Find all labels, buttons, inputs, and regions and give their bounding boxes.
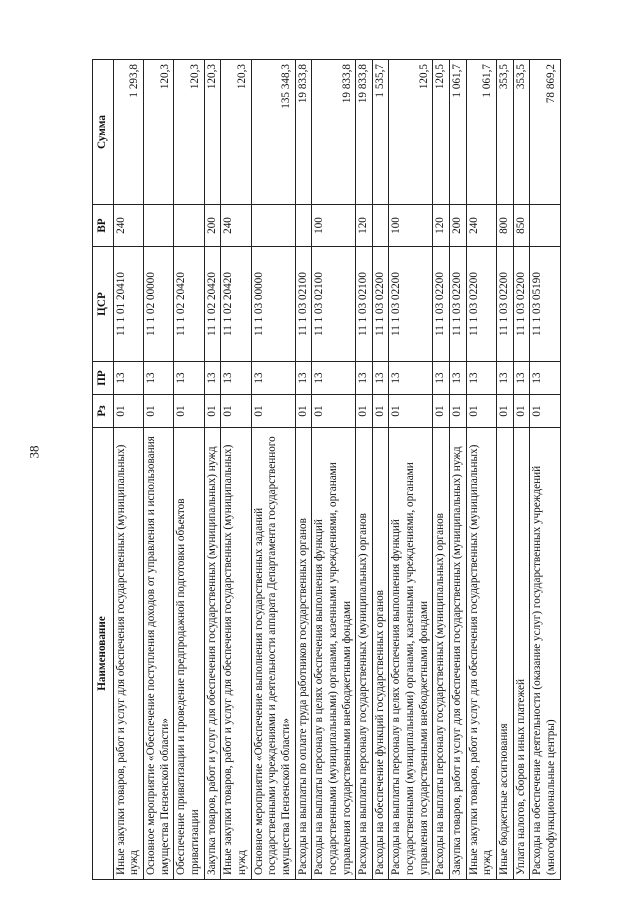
cell-csr: 11 1 02 00000 (143, 247, 173, 362)
cell-vr: 200 (204, 205, 221, 247)
cell-vr: 240 (221, 205, 251, 247)
cell-sum: 19 833,8 (312, 60, 356, 205)
cell-rz: 01 (450, 395, 467, 428)
table-row (530, 60, 560, 880)
cell-rz: 01 (433, 395, 450, 428)
cell-vr: 100 (312, 205, 356, 247)
cell-csr: 11 1 03 02100 (312, 247, 356, 362)
cell-csr: 11 1 03 00000 (251, 247, 295, 362)
cell-csr: 11 1 02 20420 (221, 247, 251, 362)
cell-csr: 11 1 02 20420 (204, 247, 221, 362)
cell-pr: 13 (466, 362, 496, 395)
cell-csr: 11 1 03 02100 (356, 247, 373, 362)
cell-name: Основное мероприятие «Обеспечение выполнения государственных заданий государственными учреждениями и деятельности аппарата Департамента государственного имущества Пензенской области» (251, 428, 295, 880)
table-row (221, 60, 251, 880)
cell-rz: 01 (356, 395, 373, 428)
table-row (295, 60, 312, 880)
cell-sum: 1 293,8 (113, 60, 143, 205)
header-vr: ВР (93, 205, 114, 247)
cell-csr: 11 1 03 02100 (295, 247, 312, 362)
table-row (174, 60, 204, 880)
cell-sum: 120,3 (174, 60, 204, 205)
cell-sum: 353,5 (513, 60, 530, 205)
cell-sum: 78 869,2 (530, 60, 560, 205)
page-number: 38 (26, 445, 42, 459)
cell-csr: 11 1 03 02200 (466, 247, 496, 362)
cell-pr: 13 (113, 362, 143, 395)
table-row (143, 60, 173, 880)
table-row (497, 60, 514, 880)
cell-rz: 01 (530, 395, 560, 428)
cell-name: Расходы на обеспечение деятельности (оказание услуг) государственных учреждений (многофункциональные центры) (530, 428, 560, 880)
cell-vr (174, 205, 204, 247)
cell-pr: 13 (356, 362, 373, 395)
budget-table (92, 59, 561, 880)
cell-rz: 01 (251, 395, 295, 428)
cell-vr: 120 (356, 205, 373, 247)
cell-pr: 13 (295, 362, 312, 395)
cell-name: Расходы на выплаты персоналу государственных (муниципальных) органов (433, 428, 450, 880)
cell-vr: 240 (466, 205, 496, 247)
table-row (450, 60, 467, 880)
cell-name: Расходы на выплаты персоналу государственных (муниципальных) органов (356, 428, 373, 880)
cell-vr (295, 205, 312, 247)
cell-rz: 01 (295, 395, 312, 428)
cell-vr: 850 (513, 205, 530, 247)
header-name: Наименование (93, 428, 114, 880)
cell-pr: 13 (497, 362, 514, 395)
cell-sum: 19 833,8 (295, 60, 312, 205)
cell-pr: 13 (221, 362, 251, 395)
cell-pr: 13 (174, 362, 204, 395)
table-row (389, 60, 433, 880)
table-header-row (93, 60, 114, 880)
cell-pr: 13 (251, 362, 295, 395)
cell-rz: 01 (497, 395, 514, 428)
cell-vr: 200 (450, 205, 467, 247)
header-sum: Сумма (93, 60, 114, 205)
cell-name: Закупка товаров, работ и услуг для обеспечения государственных (муниципальных) нужд (204, 428, 221, 880)
cell-pr: 13 (143, 362, 173, 395)
header-pr: ПР (93, 362, 114, 395)
cell-vr: 120 (433, 205, 450, 247)
cell-csr: 11 1 03 02200 (450, 247, 467, 362)
cell-sum: 135 348,3 (251, 60, 295, 205)
cell-rz: 01 (221, 395, 251, 428)
table-row (204, 60, 221, 880)
cell-sum: 120,3 (204, 60, 221, 205)
cell-name: Обеспечение приватизации и проведение предпродажной подготовки объектов приватизации (174, 428, 204, 880)
cell-name: Иные закупки товаров, работ и услуг для обеспечения государственных (муниципальных) нужд (466, 428, 496, 880)
cell-sum: 1 061,7 (466, 60, 496, 205)
cell-csr: 11 1 03 05190 (530, 247, 560, 362)
cell-name: Уплата налогов, сборов и иных платежей (513, 428, 530, 880)
cell-rz: 01 (389, 395, 433, 428)
cell-name: Расходы на выплаты персоналу в целях обеспечения выполнения функций государственными (муниципальными) органами, казенными учреждениями, органами управления государственными внебюджетными фондами (389, 428, 433, 880)
cell-pr: 13 (389, 362, 433, 395)
cell-sum: 353,5 (497, 60, 514, 205)
cell-csr: 11 1 03 02200 (497, 247, 514, 362)
table-row (466, 60, 496, 880)
cell-pr: 13 (372, 362, 389, 395)
cell-pr: 13 (312, 362, 356, 395)
cell-csr: 11 1 03 02200 (433, 247, 450, 362)
cell-sum: 120,5 (433, 60, 450, 205)
header-rz: Рз (93, 395, 114, 428)
cell-pr: 13 (204, 362, 221, 395)
table-row (113, 60, 143, 880)
cell-vr (372, 205, 389, 247)
cell-pr: 13 (450, 362, 467, 395)
cell-name: Расходы на обеспечение функций государственных органов (372, 428, 389, 880)
cell-pr: 13 (513, 362, 530, 395)
cell-rz: 01 (143, 395, 173, 428)
cell-rz: 01 (113, 395, 143, 428)
cell-vr: 100 (389, 205, 433, 247)
cell-csr: 11 1 03 02200 (389, 247, 433, 362)
cell-rz: 01 (466, 395, 496, 428)
cell-rz: 01 (174, 395, 204, 428)
cell-sum: 120,3 (143, 60, 173, 205)
cell-name: Расходы на выплаты персоналу в целях обеспечения выполнения функций государственными (муниципальными) органами, казенными учреждениями, органами управления государственными внебюджетными фондами (312, 428, 356, 880)
cell-name: Расходы на выплаты по оплате труда работников государственных органов (295, 428, 312, 880)
cell-sum: 19 833,8 (356, 60, 373, 205)
cell-rz: 01 (372, 395, 389, 428)
cell-name: Иные закупки товаров, работ и услуг для обеспечения государственных (муниципальных) нужд (113, 428, 143, 880)
table-row (251, 60, 295, 880)
cell-vr: 240 (113, 205, 143, 247)
cell-vr (143, 205, 173, 247)
cell-csr: 11 1 01 20410 (113, 247, 143, 362)
table-row (372, 60, 389, 880)
cell-name: Иные закупки товаров, работ и услуг для обеспечения государственных (муниципальных) нужд (221, 428, 251, 880)
cell-vr (251, 205, 295, 247)
cell-pr: 13 (530, 362, 560, 395)
cell-rz: 01 (312, 395, 356, 428)
cell-vr (530, 205, 560, 247)
cell-name: Основное мероприятие «Обеспечение поступления доходов от управления и использования имущества Пензенской области» (143, 428, 173, 880)
cell-sum: 120,5 (389, 60, 433, 205)
cell-rz: 01 (204, 395, 221, 428)
table-row (513, 60, 530, 880)
rotated-page-content (92, 60, 560, 880)
cell-vr: 800 (497, 205, 514, 247)
cell-rz: 01 (513, 395, 530, 428)
cell-pr: 13 (433, 362, 450, 395)
cell-csr: 11 1 02 20420 (174, 247, 204, 362)
cell-sum: 120,3 (221, 60, 251, 205)
cell-name: Иные бюджетные ассигнования (497, 428, 514, 880)
header-csr: ЦСР (93, 247, 114, 362)
table-row (433, 60, 450, 880)
cell-sum: 1 535,7 (372, 60, 389, 205)
table-row (312, 60, 356, 880)
cell-name: Закупка товаров, работ и услуг для обеспечения государственных (муниципальных) нужд (450, 428, 467, 880)
cell-csr: 11 1 03 02200 (513, 247, 530, 362)
cell-csr: 11 1 03 02200 (372, 247, 389, 362)
table-row (356, 60, 373, 880)
cell-sum: 1 061,7 (450, 60, 467, 205)
